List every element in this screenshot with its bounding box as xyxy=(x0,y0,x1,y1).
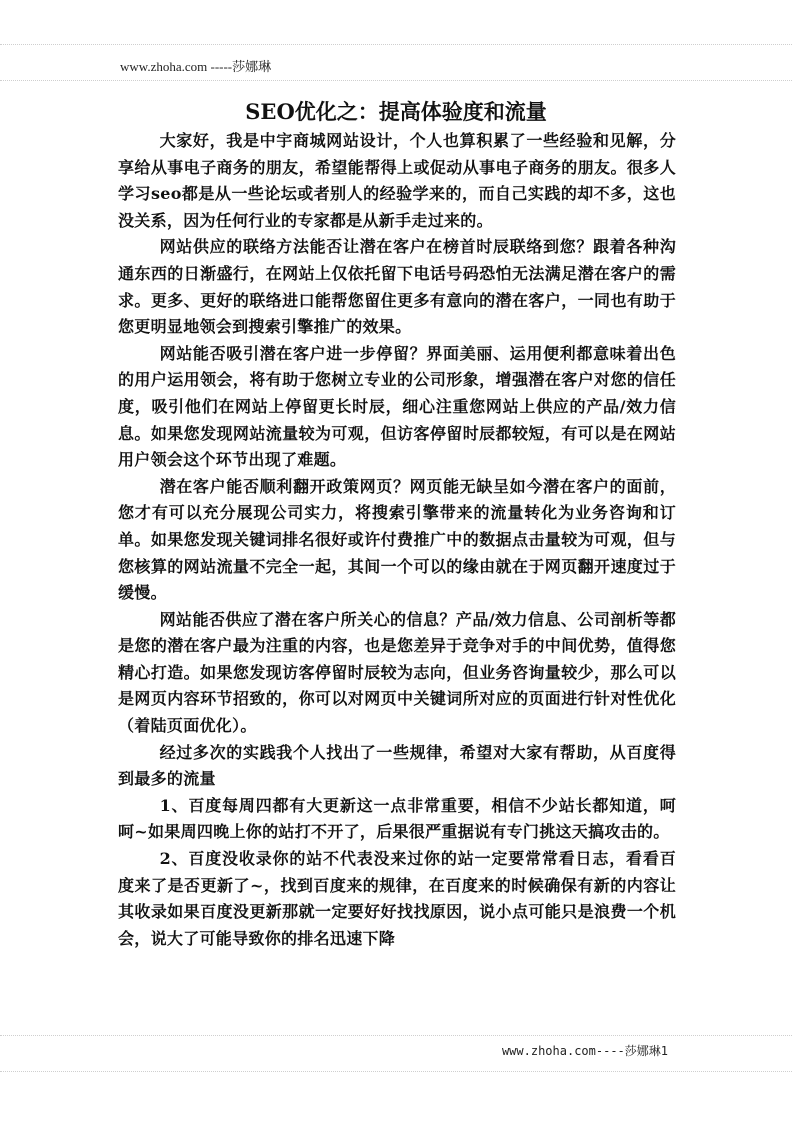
header-rule-top xyxy=(0,44,792,45)
page-footer: www.zhoha.com----莎娜琳1 xyxy=(501,1044,668,1058)
paragraph-content-info: 网站能否供应了潜在客户所关心的信息？产品/效力信息、公司剖析等都是您的潜在客户最为注重的内容，也是您差异于竞争对手的中间优势，值得您精心打造。如果您发现访客停留时辰较为志向，但业务咨询量较少，那么可以是网页内容环节招致的，你可以对网页中关键词所对应的页面进行针对性优化（着陆页面优化）。 xyxy=(118,609,676,736)
footer-rule-top xyxy=(0,1035,792,1036)
document-body xyxy=(118,128,676,952)
paragraph-engagement: 网站能否吸引潜在客户进一步停留？界面美丽、运用便利都意味着出色的用户运用领会，将有助于您树立专业的公司形象，增强潜在客户对您的信任度，吸引他们在网站上停留更长时辰，细心注重您网站上供应的产品/效力信息。如果您发现网站流量较为可观，但访客停留时辰都较短，有可以是在网站用户领会这个环节出现了难题。 xyxy=(118,343,676,470)
page-header: www.zhoha.com -----莎娜琳 xyxy=(120,59,272,74)
paragraph-page-load: 潜在客户能否顺利翻开政策网页？网页能无缺呈如今潜在客户的面前，您才有可以充分展现公司实力，将搜索引擎带来的流量转化为业务咨询和订单。如果您发现关键词排名很好或许付费推广中的数据点击量较为可观，但与您核算的网站流量不完全一起，其间一个可以的缘由就在于网页翻开速度过于缓慢。 xyxy=(118,476,676,603)
paragraph-contact: 网站供应的联络方法能否让潜在客户在榜首时辰联络到您？跟着各种沟通东西的日渐盛行，在网站上仅依托留下电话号码恐怕无法满足潜在客户的需求。更多、更好的联络进口能帮您留住更多有意向的潜在客户，一同也有助于您更明显地领会到搜索引擎推广的效果。 xyxy=(118,237,676,337)
paragraph-tip-1: 1、百度每周四都有大更新这一点非常重要，相信不少站长都知道，呵呵~如果周四晚上你的站打不开了，后果很严重据说有专门挑这天搞攻击的。 xyxy=(118,795,676,842)
footer-rule-bottom xyxy=(0,1071,792,1072)
document-title: SEO优化之：提高体验度和流量 xyxy=(245,99,547,124)
paragraph-practice: 经过多次的实践我个人找出了一些规律，希望对大家有帮助，从百度得到最多的流量 xyxy=(118,742,676,789)
paragraph-intro: 大家好，我是中宇商城网站设计，个人也算积累了一些经验和见解，分享给从事电子商务的朋友，希望能帮得上或促动从事电子商务的朋友。很多人学习seo都是从一些论坛或者别人的经验学来的，而自己实践的却不多，这也没关系，因为任何行业的专家都是从新手走过来的。 xyxy=(118,131,676,230)
header-rule-bottom xyxy=(0,80,792,81)
paragraph-tip-2: 2、百度没收录你的站不代表没来过你的站一定要常常看日志，看看百度来了是否更新了~，找到百度来的规律，在百度来的时候确保有新的内容让其收录如果百度没更新那就一定要好好找找原因，说小点可能只是浪费一个机会，说大了可能导致你的排名迅速下降 xyxy=(118,849,676,948)
